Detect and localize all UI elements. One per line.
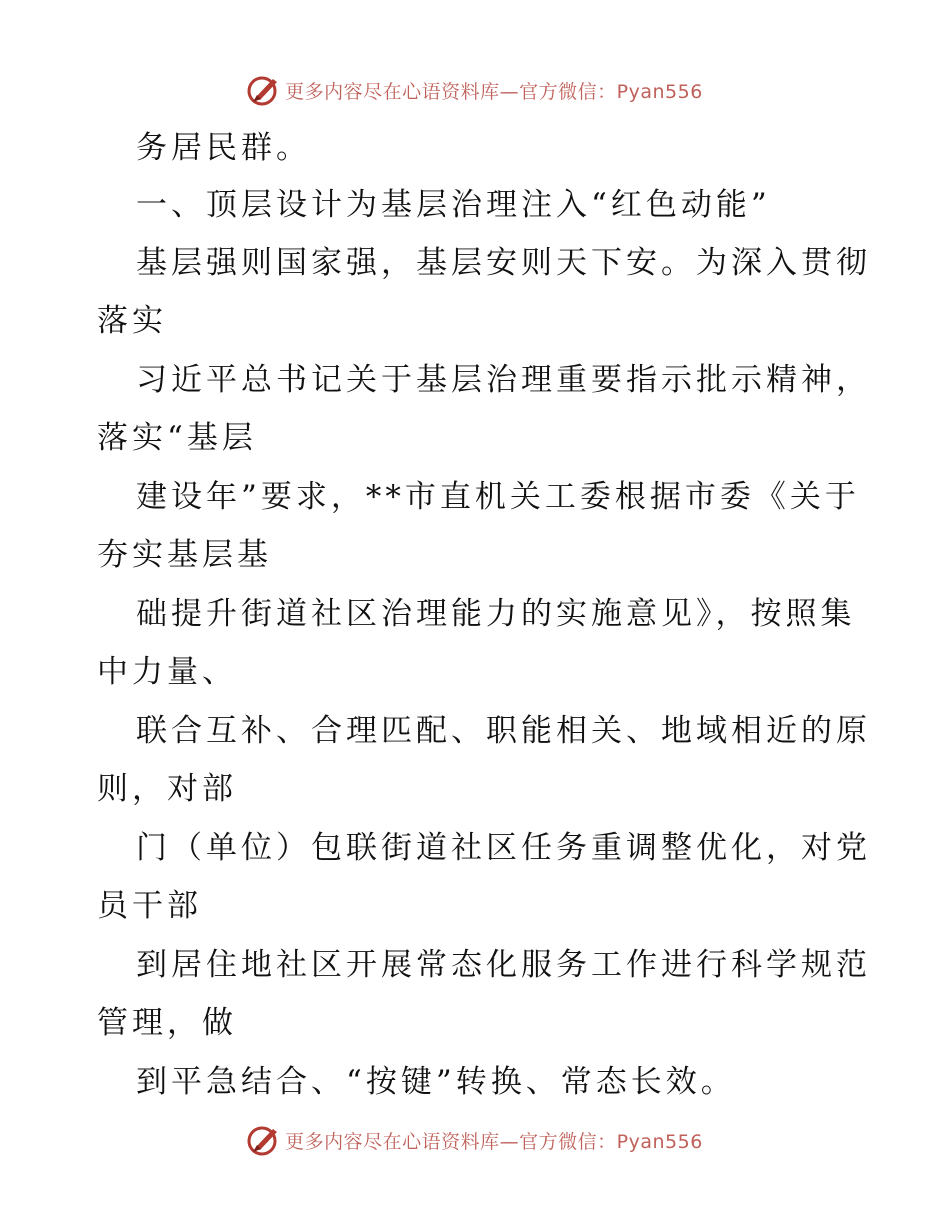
body-line: 联合互补、合理匹配、职能相关、地域相近的原 — [136, 713, 871, 749]
body-line: 础提升街道社区治理能力的实施意见》，按照集 — [136, 596, 856, 632]
body-line: 员干部 — [97, 888, 202, 924]
body-line: 管理，做 — [97, 1005, 237, 1041]
watermark-text: 更多内容尽在心语资料库—官方微信：Pyan556 — [285, 80, 703, 103]
body-line: 到平急结合、“按键”转换、常态长效。 — [136, 1064, 736, 1100]
body-line: 门（单位）包联街道社区任务重调整优化，对党 — [136, 830, 871, 866]
body-line: 建设年”要求，**市直机关工委根据市委《关于 — [136, 479, 860, 515]
body-line: 夯实基层基 — [97, 537, 272, 573]
body-line: 中力量、 — [97, 654, 237, 690]
body-line: 落实 — [97, 303, 167, 339]
watermark-text: 更多内容尽在心语资料库—官方微信：Pyan556 — [285, 1130, 703, 1153]
quill-pen-logo-icon — [247, 73, 281, 107]
body-line: 基层强则国家强，基层安则天下安。为深入贯彻 — [136, 245, 871, 281]
body-line: 习近平总书记关于基层治理重要指示批示精神， — [136, 362, 871, 398]
body-line: 到居住地社区开展常态化服务工作进行科学规范 — [136, 947, 871, 983]
body-line: 落实“基层 — [97, 420, 257, 456]
body-line: 务居民群。 — [136, 130, 311, 166]
watermark-footer — [0, 1120, 950, 1160]
watermark-header — [0, 70, 950, 110]
quill-pen-logo-icon — [247, 1123, 281, 1157]
section-heading: 一、顶层设计为基层治理注入“红色动能” — [136, 187, 771, 223]
body-line: 则，对部 — [97, 771, 237, 807]
